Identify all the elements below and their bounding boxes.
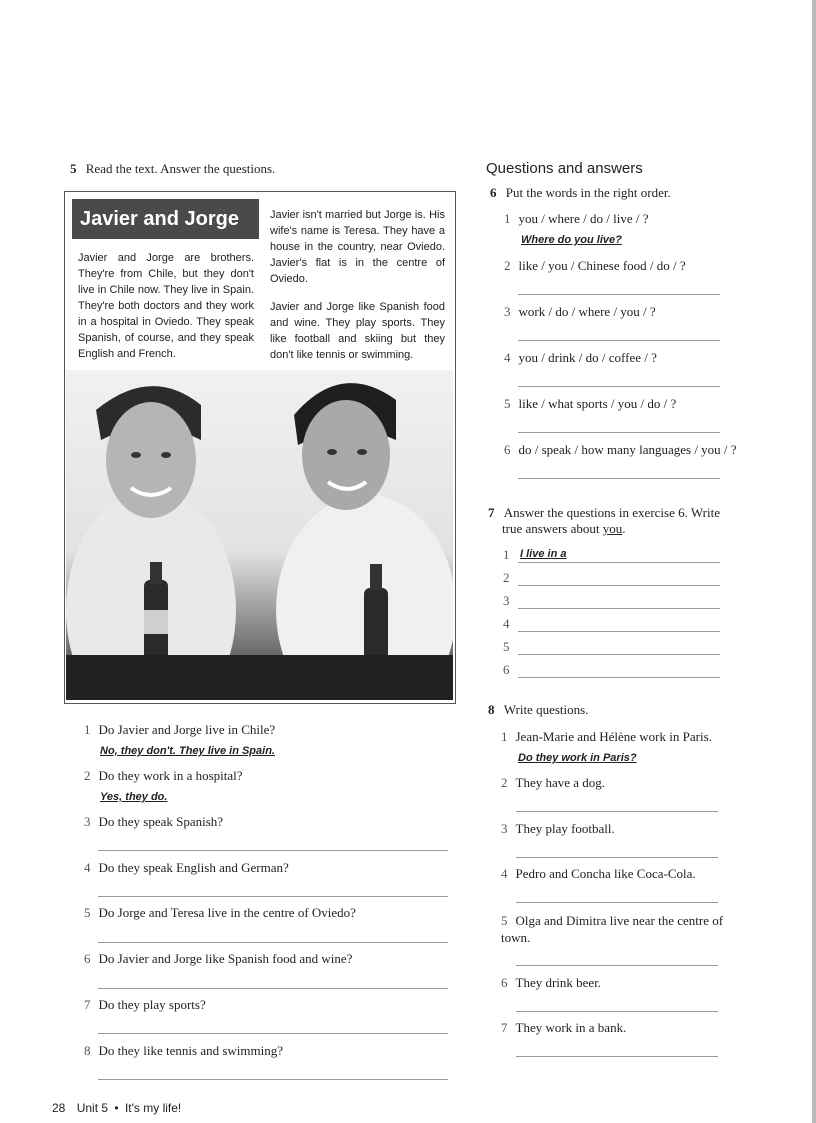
ex8-item-4: 4 Pedro and Concha like Coca-Cola.	[501, 866, 696, 881]
exercise-6-number: 6	[490, 185, 497, 200]
ex5-question-3: 3 Do they speak Spanish?	[84, 814, 224, 829]
ex5-question-4: 4 Do they speak English and German?	[84, 860, 289, 875]
ex8-answer-line-7[interactable]	[516, 1056, 718, 1057]
page-number: 28	[52, 1101, 66, 1115]
reading-paragraph-2: Javier isn't married but Jorge is. His wife's name is Teresa. They have a house in the country, near Oviedo. Javier's flat is in the centre of Oviedo.	[270, 209, 445, 285]
ex7-item-4: 4	[503, 616, 510, 631]
exercise-7-instruction-line1: Answer the questions in exercise 6. Write	[503, 505, 720, 520]
ex5-question-8: 8 Do they like tennis and swimming?	[84, 1043, 284, 1058]
ex6-answer-line-5[interactable]	[518, 432, 720, 433]
ex8-answer-line-6[interactable]	[516, 1011, 718, 1012]
exercise-7-instruction-line2: true answers about you.	[502, 521, 626, 536]
ex6-answer-line-6[interactable]	[518, 478, 720, 479]
reading-paragraph-1: Javier and Jorge are brothers. They're from Chile, but they don't live in Chile now. They live in Spain. They're both doctors and they work in a hospital in Oviedo. They speak Spanish, of course, and they speak English and French.	[78, 252, 254, 360]
exercise-5-heading	[70, 161, 275, 177]
ex7-item-6: 6	[503, 662, 510, 677]
ex6-answer-line-2[interactable]	[518, 294, 720, 295]
exercise-5-instruction: Read the text. Answer the questions.	[85, 161, 276, 176]
page-edge-shadow	[812, 0, 816, 1123]
ex7-answer-line-3[interactable]	[518, 608, 720, 609]
reading-box-title: Javier and Jorge	[72, 199, 259, 239]
exercise-7-heading	[488, 505, 720, 537]
ex5-question-7: 7 Do they play sports?	[84, 997, 206, 1012]
ex5-answer-2: Yes, they do.	[100, 791, 168, 803]
ex5-question-2: 2 Do they work in a hospital?	[84, 768, 243, 783]
ex6-answer-line-3[interactable]	[518, 340, 720, 341]
ex6-item-5: 5 like / what sports / you / do / ?	[504, 396, 677, 411]
exercise-8-instruction: Write questions.	[503, 702, 589, 717]
ex5-question-5: 5 Do Jorge and Teresa live in the centre of Oviedo?	[84, 905, 356, 920]
ex8-answer-line-5[interactable]	[516, 965, 718, 966]
ex5-answer-line-5[interactable]	[98, 942, 448, 943]
ex6-item-3: 3 work / do / where / you / ?	[504, 304, 656, 319]
ex8-answer-line-3[interactable]	[516, 857, 718, 858]
exercise-6-instruction: Put the words in the right order.	[505, 185, 671, 200]
ex7-answer-1: I live in a	[520, 548, 567, 560]
ex7-answer-line-4[interactable]	[518, 631, 720, 632]
ex8-item-7: 7 They work in a bank.	[501, 1020, 627, 1035]
ex8-answer-line-4[interactable]	[516, 902, 718, 903]
exercise-5-number: 5	[70, 161, 77, 176]
ex7-answer-line-6[interactable]	[518, 677, 720, 678]
ex5-answer-1: No, they don't. They live in Spain.	[100, 745, 275, 757]
exercise-6-heading	[490, 185, 671, 201]
ex7-item-3: 3	[503, 593, 510, 608]
ex8-item-3: 3 They play football.	[501, 821, 615, 836]
ex6-answer-line-4[interactable]	[518, 386, 720, 387]
ex5-answer-line-3[interactable]	[98, 850, 448, 851]
exercise-7-number: 7	[488, 505, 495, 520]
footer-title: It's my life!	[124, 1101, 182, 1115]
page-footer	[52, 1101, 181, 1115]
ex6-item-4: 4 you / drink / do / coffee / ?	[504, 350, 657, 365]
ex5-answer-line-7[interactable]	[98, 1033, 448, 1034]
ex8-answer-line-2[interactable]	[516, 811, 718, 812]
reading-paragraph-3: Javier and Jorge like Spanish food and wine. They play sports. They like football and skiing but they don't like tennis or swimming.	[270, 301, 445, 361]
ex8-answer-1: Do they work in Paris?	[518, 752, 637, 764]
ex8-item-1: 1 Jean-Marie and Hélène work in Paris.	[501, 729, 712, 744]
ex6-answer-1: Where do you live?	[521, 234, 622, 246]
ex7-answer-line-5[interactable]	[518, 654, 720, 655]
footer-unit: Unit 5	[76, 1101, 109, 1115]
ex6-item-1: 1 you / where / do / live / ?	[504, 211, 649, 226]
ex8-item-5: 5 Olga and Dimitra live near the centre of town.	[501, 913, 724, 945]
ex5-answer-line-6[interactable]	[98, 988, 448, 989]
ex6-item-2: 2 like / you / Chinese food / do / ?	[504, 258, 686, 273]
ex8-item-2: 2 They have a dog.	[501, 775, 606, 790]
ex7-item-5: 5	[503, 639, 510, 654]
ex7-item-1: 1	[503, 547, 510, 562]
brothers-photo	[66, 370, 453, 700]
ex7-item-2: 2	[503, 570, 510, 585]
ex5-question-1: 1 Do Javier and Jorge live in Chile?	[84, 722, 276, 737]
ex5-question-6: 6 Do Javier and Jorge like Spanish food and wine?	[84, 951, 353, 966]
exercise-8-number: 8	[488, 702, 495, 717]
ex7-answer-line-2[interactable]	[518, 585, 720, 586]
brothers-photo-illustration	[66, 370, 453, 700]
exercise-8-heading	[488, 702, 588, 718]
ex5-answer-line-4[interactable]	[98, 896, 448, 897]
section-title: Questions and answers	[486, 160, 643, 177]
ex5-answer-line-8[interactable]	[98, 1079, 448, 1080]
footer-bullet: •	[114, 1101, 119, 1115]
ex7-answer-line-1[interactable]	[518, 562, 720, 563]
ex8-item-6: 6 They drink beer.	[501, 975, 602, 990]
ex6-item-6: 6 do / speak / how many languages / you / ?	[504, 442, 737, 457]
